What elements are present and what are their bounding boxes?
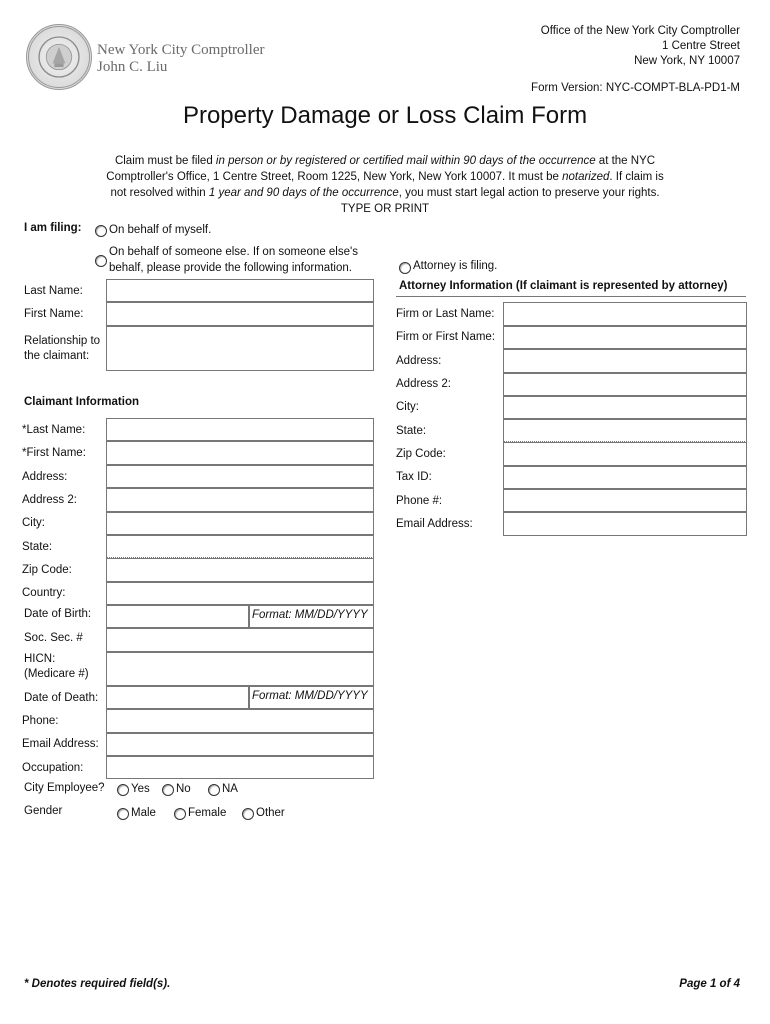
office-name: New York City Comptroller [97,42,265,58]
attorney-heading: Attorney Information (If claimant is represented by attorney) [399,280,728,292]
cl-email-label: Email Address: [22,738,99,750]
radio-city-employee-na[interactable] [208,784,220,796]
relationship-label-1: Relationship to [24,335,101,347]
att-phone-label: Phone #: [396,495,443,507]
option-myself-label: On behalf of myself. [109,224,212,236]
cl-phone-label: Phone: [22,715,59,727]
cl-hicn-label-1: HICN: [24,653,56,665]
nyc-seal-icon [26,24,92,90]
att-state-label: State: [396,425,427,437]
type-or-print: TYPE OR PRINT [340,203,430,215]
cl-dob-label: Date of Birth: [24,608,92,620]
rep-last-name-field[interactable] [106,279,374,302]
cl-hicn-field[interactable] [106,652,374,686]
att-phone-field[interactable] [503,489,747,512]
cl-dob-field[interactable] [106,605,249,628]
option-attorney-label: Attorney is filing. [413,260,498,272]
attorney-divider [396,296,746,297]
cl-country-field[interactable] [106,582,374,605]
city-employee-label: City Employee? [24,782,105,794]
cl-last-name-label: *Last Name: [22,424,86,436]
att-email-label: Email Address: [396,518,473,530]
gender-label: Gender [24,805,63,817]
att-zip-label: Zip Code: [396,448,446,460]
cl-occupation-label: Occupation: [22,762,84,774]
cl-address2-label: Address 2: [22,494,77,506]
ce-no-label: No [176,783,191,795]
cl-ssn-field[interactable] [106,628,374,652]
option-other-label-1: On behalf of someone else. If on someone else's [109,246,358,258]
cl-zip-label: Zip Code: [22,564,72,576]
cl-first-name-field[interactable] [106,441,374,465]
radio-city-employee-yes[interactable] [117,784,129,796]
att-tax-label: Tax ID: [396,471,432,483]
rep-first-name-field[interactable] [106,302,374,326]
gender-female-label: Female [188,807,227,819]
cl-last-name-field[interactable] [106,418,374,441]
relationship-label-2: the claimant: [24,350,90,362]
att-email-field[interactable] [503,512,747,536]
ce-yes-label: Yes [131,783,150,795]
office-address-line1: Office of the New York City Comptroller [540,25,740,37]
cl-dod-field[interactable] [106,686,249,709]
cl-address-field[interactable] [106,465,374,488]
radio-gender-male[interactable] [117,808,129,820]
cl-hicn-label-2: (Medicare #) [24,668,89,680]
cl-zip-field[interactable] [106,558,374,582]
att-city-label: City: [396,401,419,413]
option-other-label-2: behalf, please provide the following information. [109,262,352,274]
relationship-field[interactable] [106,326,374,371]
page-number: Page 1 of 4 [679,978,740,990]
cl-email-field[interactable] [106,733,374,756]
page-title: Property Damage or Loss Claim Form [182,102,588,129]
firm-first-label: Firm or First Name: [396,331,496,343]
att-tax-field[interactable] [503,466,747,489]
cl-phone-field[interactable] [106,709,374,733]
filing-label: I am filing: [24,222,82,234]
cl-occupation-field[interactable] [106,756,374,779]
att-city-field[interactable] [503,396,747,419]
office-person: John C. Liu [97,59,168,75]
claimant-heading: Claimant Information [24,396,140,408]
form-version: Form Version: NYC-COMPT-BLA-PD1-M [531,82,740,94]
att-state-field[interactable] [503,419,747,442]
cl-country-label: Country: [22,587,66,599]
office-address-line3: New York, NY 10007 [634,55,740,67]
cl-state-field[interactable] [106,535,374,558]
radio-on-behalf-other[interactable] [95,255,107,267]
att-address2-label: Address 2: [396,378,451,390]
radio-gender-other[interactable] [242,808,254,820]
radio-city-employee-no[interactable] [162,784,174,796]
gender-male-label: Male [131,807,156,819]
radio-on-behalf-myself[interactable] [95,225,107,237]
att-address-field[interactable] [503,349,747,373]
rep-first-name-label: First Name: [24,308,84,320]
intro-text: Claim must be filed in person or by registered or certified mail within 90 days of the occurrence at the NYC Comptroller's Office, 1 Centre Street, Room 1225, New York, New York 10007. It must be notarized. If claim is not resolved within 1 year and 90 days of the occurrence, you must start legal action to preserve your rights. TYPE OR PRINT [80,153,690,217]
cl-city-field[interactable] [106,512,374,535]
cl-state-label: State: [22,541,53,553]
firm-last-field[interactable] [503,302,747,326]
cl-address-label: Address: [22,471,68,483]
dod-format-hint: Format: MM/DD/YYYY [252,690,368,702]
cl-address2-field[interactable] [106,488,374,512]
cl-dod-label: Date of Death: [24,692,99,704]
required-note: * Denotes required field(s). [24,978,171,990]
att-zip-field[interactable] [503,442,747,466]
dob-format-hint: Format: MM/DD/YYYY [252,609,368,621]
rep-last-name-label: Last Name: [24,285,83,297]
radio-attorney-filing[interactable] [399,262,411,274]
cl-first-name-label: *First Name: [22,447,86,459]
ce-na-label: NA [222,783,238,795]
office-address-line2: 1 Centre Street [662,40,740,52]
cl-ssn-label: Soc. Sec. # [24,632,83,644]
firm-first-field[interactable] [503,326,747,349]
att-address2-field[interactable] [503,373,747,396]
cl-city-label: City: [22,517,45,529]
att-address-label: Address: [396,355,442,367]
radio-gender-female[interactable] [174,808,186,820]
gender-other-label: Other [256,807,285,819]
firm-last-label: Firm or Last Name: [396,308,495,320]
